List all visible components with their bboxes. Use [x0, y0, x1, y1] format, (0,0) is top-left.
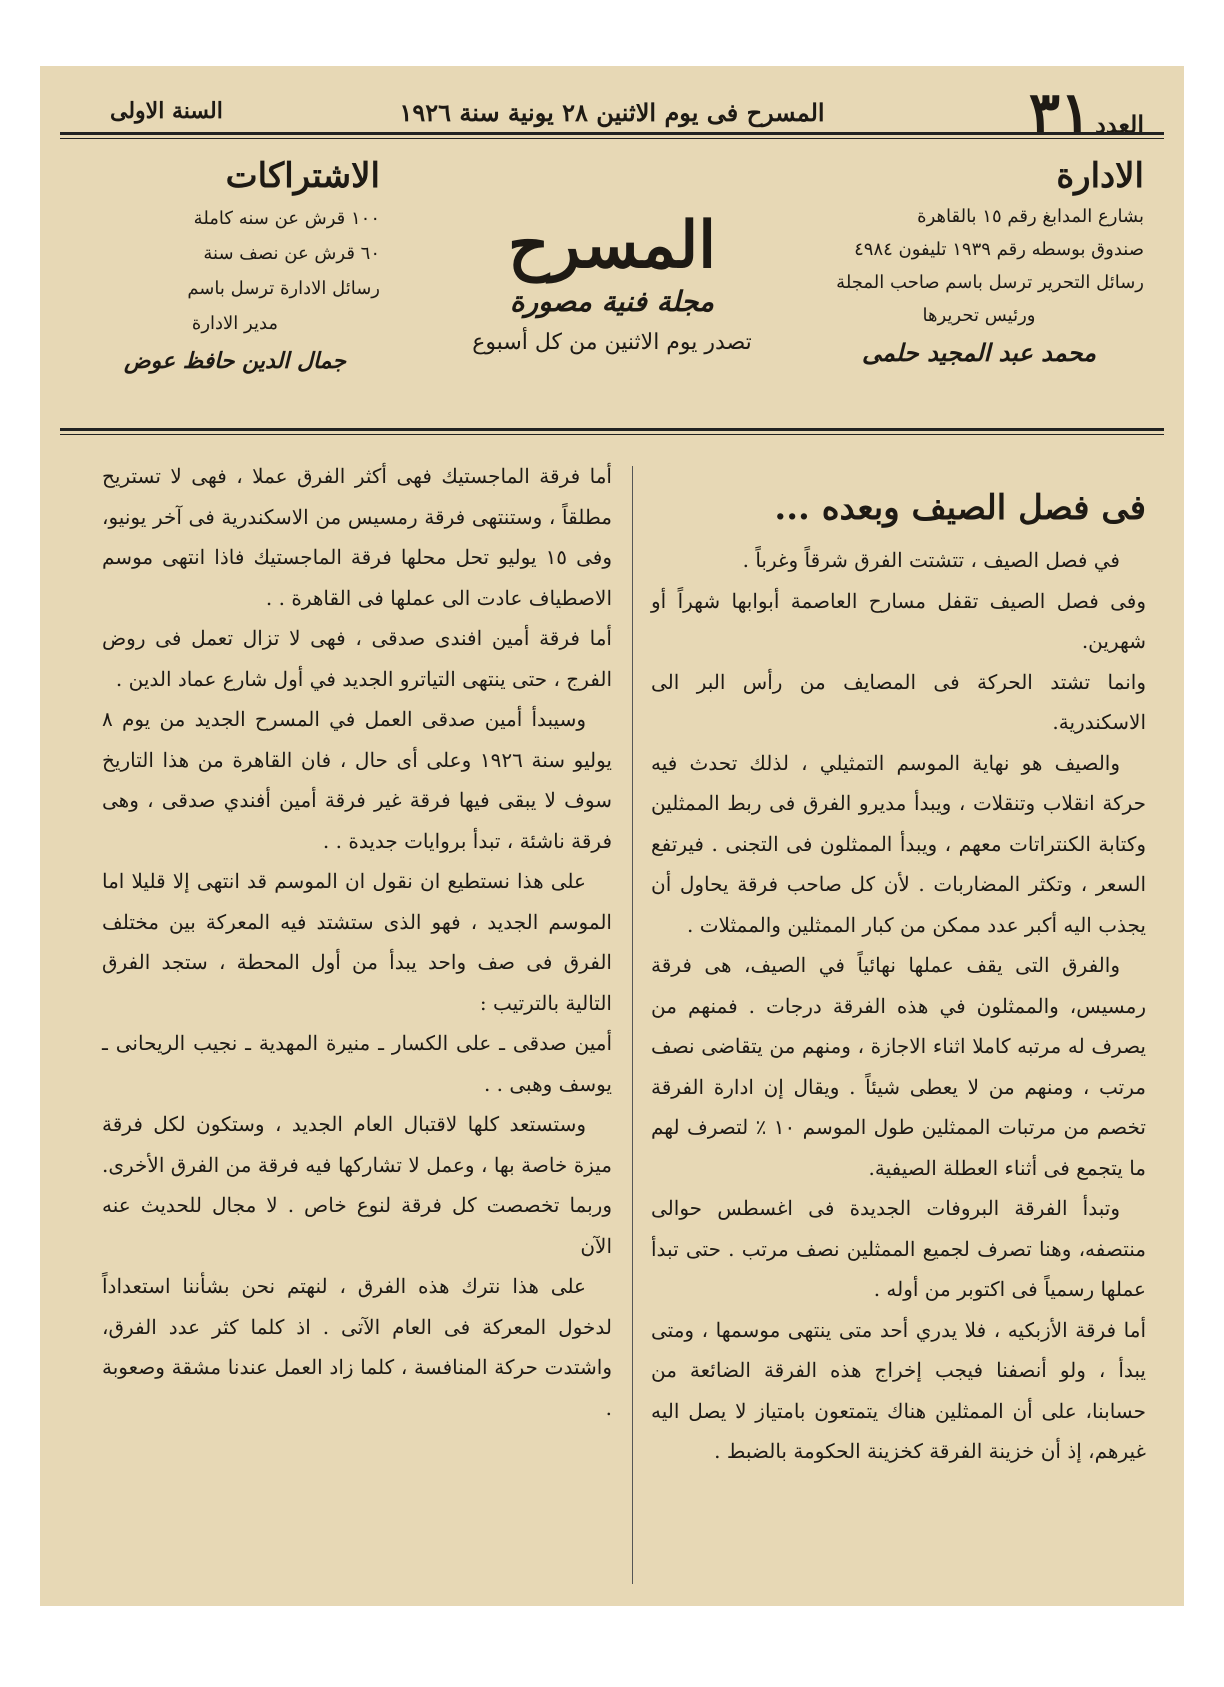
editor-role: ورئيس تحريرها: [922, 305, 1036, 326]
paragraph: والفرق التى يقف عملها نهائياً في الصيف، هى فرقة رمسيس، والممثلون في هذه الفرقة درجات . فمنهم من يصرف له مرتبه كاملا اثناء الاجازة ، ومنهم من يتقاضى نصف مرتب ، ومنهم من لا يعطى شيئاً . ويقال إن ادارة الفرقة تخصم من مرتبات الممثلين طول الموسم ١٠ ٪ لتصرف لهم ما يتجمع فى أثناء العطلة الصيفية.: [651, 953, 1146, 1180]
magazine-subtitle: مجلة فنية مصورة: [509, 285, 715, 319]
subscription-full-year: ١٠٠ قرش عن سنه كاملة: [193, 208, 380, 229]
paragraph: على هذا نستطيع ان نقول ان الموسم قد انتهى إلا قليلا اما الموسم الجديد ، فهو الذى ستشتد فيه المعركة بين مختلف الفرق فى صف واحد يبدأ من أول المحطة ، ستجد الفرق التالية بالترتيب :: [102, 869, 612, 1015]
paragraph: وسيبدأ أمين صدقى العمل في المسرح الجديد من يوم ٨ يوليو سنة ١٩٢٦ وعلى أى حال ، فان القاهرة من هذا التاريخ سوف لا يبقى فيها فرقة غير فرقة أمين أفندي صدقى ، وهى فرقة ناشئة ، تبدأ بروايات جديدة . .: [102, 707, 612, 853]
article-title: فى فصل الصيف وبعده ...: [774, 488, 1146, 528]
subscriptions-letters: رسائل الادارة ترسل باسم: [187, 278, 380, 299]
paragraph: على هذا نترك هذه الفرق ، لنهتم نحن بشأننا استعداداً لدخول المعركة فى العام الآتى . اذ كلما كثر عدد الفرق، واشتدت حركة المنافسة ، كلما زاد العمل عندنا مشقة وصعوبة .: [102, 1274, 612, 1420]
issue-label: العدد: [1095, 110, 1144, 139]
subscription-half-year: ٦٠ قرش عن نصف سنة: [203, 243, 380, 264]
paragraph: وفى فصل الصيف تقفل مسارح العاصمة أبوابها شهراً أو شهرين.: [651, 588, 1146, 653]
manager-role: مدير الادارة: [191, 313, 279, 334]
issue-number: ٣١: [1028, 79, 1092, 147]
masthead-rule: [60, 428, 1164, 431]
administration-title: الادارة: [1056, 156, 1144, 196]
paragraph: وانما تشتد الحركة فى المصايف من رأس البر الى الاسكندرية.: [651, 669, 1146, 734]
paragraph: أما فرقة الأزبكيه ، فلا يدري أحد متى ينتهى موسمها ، ومتى يبدأ ، ولو أنصفنا فيجب إخراج هذه الفرقة الضائعة من حسابنا، على أن الممثلين هناك يتمتعون بامتياز لا يصل اليه غيرهم، إذ أن خزينة الفرقة كخزينة الحكومة بالضبط .: [651, 1317, 1146, 1463]
paragraph: وتبدأ الفرقة البروفات الجديدة فى اغسطس حوالى منتصفه، وهنا تصرف لجميع الممثلين نصف مرتب . حتى تبدأ عملها رسمياً فى اكتوبر من أوله .: [651, 1196, 1146, 1301]
editor-name: محمد عبد المجيد حلمى: [862, 338, 1096, 367]
article-right-column: [651, 456, 1146, 1586]
column-divider: [632, 466, 633, 1584]
top-rule-thin: [60, 138, 1164, 139]
administration-po-box: صندوق بوسطه رقم ١٩٣٩ تليفون ٤٩٨٤: [854, 239, 1144, 260]
top-strip: [40, 78, 1184, 147]
newspaper-page: [40, 66, 1184, 1606]
paragraph: أمين صدقى ـ على الكسار ـ منيرة المهدية ـ نجيب الريحانى ـ يوسف وهبى . .: [102, 1031, 613, 1096]
article-left-column: [102, 456, 612, 1586]
top-rule: [60, 132, 1164, 135]
administration-box: [814, 156, 1144, 367]
paragraph: أما فرقة أمين افندى صدقى ، فهى لا تزال تعمل فى روض الفرج ، حتى ينتهى التياترو الجديد في أول شارع عماد الدين .: [102, 626, 612, 691]
volume-label: السنة الاولى: [110, 98, 223, 124]
administration-address: بشارع المدابغ رقم ١٥ بالقاهرة: [917, 206, 1144, 227]
administration-letters: رسائل التحرير ترسل باسم صاحب المجلة: [836, 272, 1144, 293]
masthead-center: [420, 208, 804, 356]
subscriptions-box: [90, 156, 380, 374]
subscriptions-title: الاشتراكات: [225, 156, 380, 196]
paragraph: والصيف هو نهاية الموسم التمثيلي ، لذلك تحدث فيه حركة انقلاب وتنقلات ، ويبدأ مديرو الفرق فى ربط الممثلين وكتابة الكنتراتات معهم ، ويبدأ الممثلون فى التجنى . فيرتفع السعر ، وتكثر المضاربات . لأن كل صاحب فرقة يحاول أن يجذب اليه أكبر عدد ممكن من كبار الممثلين والممثلات .: [651, 750, 1146, 937]
masthead-rule-thin: [60, 434, 1164, 435]
magazine-title: المسرح: [508, 208, 716, 283]
paragraph: أما فرقة الماجستيك فهى أكثر الفرق عملا ، فهى لا تستريح مطلقاً ، وستنتهى فرقة رمسيس من الاسكندرية فى آخر يونيو، وفى ١٥ يوليو تحل محلها فرقة الماجستيك فاذا انتهى موسم الاصطياف عادت الى عملها فى القاهرة . .: [102, 464, 612, 610]
magazine-frequency: تصدر يوم الاثنين من كل أسبوع: [472, 330, 752, 356]
dateline: المسرح فى يوم الاثنين ٢٨ يونية سنة ١٩٢٦: [399, 98, 825, 127]
paragraph: وستستعد كلها لاقتبال العام الجديد ، وستكون لكل فرقة ميزة خاصة بها ، وعمل لا تشاركها فيه فرقة من الفرق الأخرى. وربما تخصصت كل فرقة لنوع خاص . لا مجال للحديث عنه الآن: [102, 1112, 612, 1258]
paragraph: في فصل الصيف ، تتشتت الفرق شرقاً وغرباً .: [742, 548, 1120, 572]
manager-name: جمال الدين حافظ عوض: [123, 348, 346, 374]
